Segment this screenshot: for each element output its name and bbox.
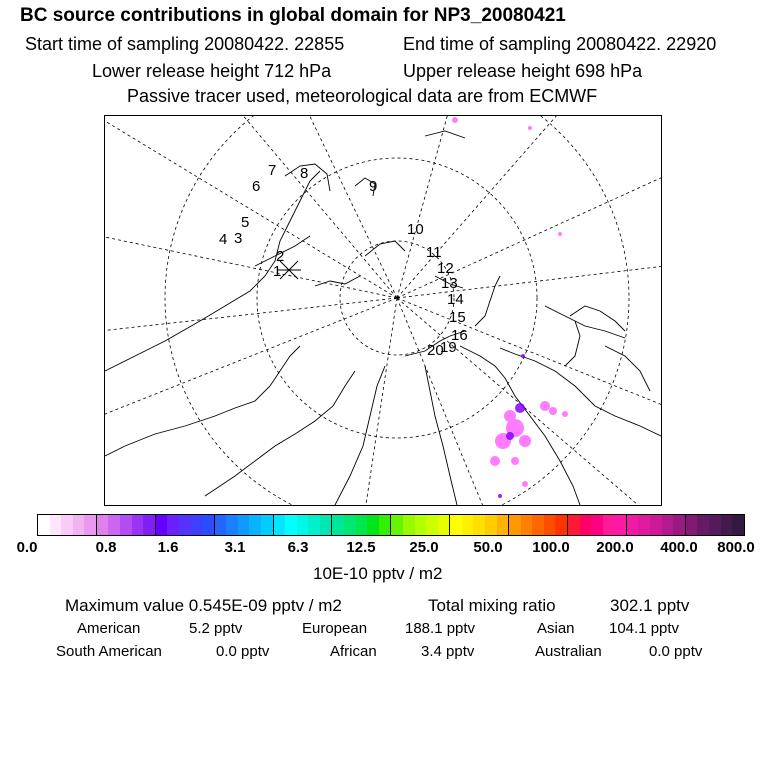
track-label: 9: [369, 178, 378, 195]
color-scale-segment: [179, 515, 191, 535]
region-value: 0.0 pptv: [216, 643, 270, 660]
color-scale-segment: [614, 515, 627, 535]
region-value: 188.1 pptv: [405, 620, 476, 637]
color-scale-segment: [108, 515, 120, 535]
color-scale-segment: [191, 515, 203, 535]
color-scale-segment: [249, 515, 261, 535]
color-scale-segment: [732, 515, 744, 535]
color-scale-segment: [650, 515, 662, 535]
region-value: 5.2 pptv: [189, 620, 243, 637]
region-value: 0.0 pptv: [649, 643, 703, 660]
color-scale-segment: [403, 515, 415, 535]
region-name: European: [302, 620, 368, 637]
track-label: 11: [426, 244, 442, 261]
total-mixing-value: 302.1 pptv: [610, 596, 690, 615]
map-panel: [104, 115, 662, 506]
color-scale-segment: [591, 515, 603, 535]
scale-unit-label: 10E-10 pptv / m2: [313, 564, 443, 583]
color-scale-segment: [297, 515, 309, 535]
color-scale-segment: [61, 515, 73, 535]
track-label: 6: [252, 178, 261, 195]
scale-tick: 12.5: [346, 539, 376, 556]
color-scale-segment: [709, 515, 721, 535]
scale-tick: 6.3: [287, 539, 309, 556]
color-scale-segment: [485, 515, 497, 535]
color-scale-bar: [37, 514, 745, 536]
track-label: 12: [437, 260, 454, 277]
color-scale-segment: [627, 515, 639, 535]
color-scale-segment: [308, 515, 320, 535]
track-label: 1: [273, 263, 282, 280]
region-value: 104.1 pptv: [609, 620, 680, 637]
color-scale-segment: [356, 515, 368, 535]
track-label: 2: [276, 248, 285, 265]
polar-map: [105, 116, 661, 505]
region-name: South American: [56, 643, 162, 660]
tracer-label: Passive tracer used, meteorological data are from ECMWF: [127, 86, 598, 106]
color-scale-segment: [638, 515, 650, 535]
track-label: 19: [440, 339, 457, 356]
color-scale-segment: [120, 515, 132, 535]
color-scale-segment: [544, 515, 556, 535]
scale-tick: 200.0: [596, 539, 634, 556]
color-scale-segment: [555, 515, 568, 535]
region-name: American: [77, 620, 141, 637]
color-scale-segment: [697, 515, 709, 535]
total-mixing-label: Total mixing ratio: [428, 596, 556, 615]
track-label: 4: [219, 231, 228, 248]
max-value-label: Maximum value 0.545E-09 pptv / m2: [65, 596, 342, 615]
color-scale-segment: [367, 515, 379, 535]
color-scale-segment: [156, 515, 168, 535]
track-label: 16: [451, 327, 468, 344]
color-scale-segment: [97, 515, 109, 535]
color-scale-segment: [50, 515, 62, 535]
region-name: African: [330, 643, 377, 660]
scale-tick: 0.8: [95, 539, 117, 556]
track-label: 13: [441, 275, 458, 292]
scale-tick: 100.0: [532, 539, 570, 556]
scale-tick: 25.0: [409, 539, 439, 556]
color-scale-segment: [721, 515, 733, 535]
color-scale-segment: [274, 515, 286, 535]
color-scale-segment: [686, 515, 698, 535]
color-scale-segment: [344, 515, 356, 535]
color-scale-segment: [415, 515, 427, 535]
track-label: 10: [407, 221, 424, 238]
region-name: Asian: [537, 620, 575, 637]
track-label: 5: [241, 214, 250, 231]
color-scale-segment: [73, 515, 85, 535]
scale-tick: 800.0: [717, 539, 755, 556]
color-scale-segment: [238, 515, 250, 535]
color-scale-segment: [580, 515, 592, 535]
color-scale-segment: [285, 515, 297, 535]
color-scale-segment: [473, 515, 485, 535]
color-scale-segment: [532, 515, 544, 535]
track-label: 20: [427, 342, 444, 359]
color-scale-segment: [603, 515, 615, 535]
scale-tick: 3.1: [224, 539, 246, 556]
color-scale-segment: [226, 515, 238, 535]
color-scale-segment: [462, 515, 474, 535]
track-label: 3: [234, 230, 243, 247]
track-label: 8: [300, 165, 309, 182]
map-title: BC source contributions in global domain for NP3_20080421: [20, 5, 566, 26]
color-scale-segment: [167, 515, 179, 535]
color-scale-segment: [332, 515, 344, 535]
track-label: 14: [447, 291, 464, 308]
color-scale-segment: [84, 515, 97, 535]
track-label: 7: [268, 162, 277, 179]
color-scale-segment: [450, 515, 462, 535]
end-time-label: End time of sampling 20080422. 22920: [403, 34, 717, 54]
region-value: 3.4 pptv: [421, 643, 475, 660]
color-scale-segment: [509, 515, 521, 535]
color-scale-segment: [215, 515, 227, 535]
color-scale-segment: [568, 515, 580, 535]
color-scale-segment: [426, 515, 438, 535]
scale-tick: 50.0: [473, 539, 503, 556]
scale-tick: 1.6: [157, 539, 179, 556]
color-scale-segment: [132, 515, 144, 535]
color-scale-segment: [261, 515, 274, 535]
color-scale-segment: [521, 515, 533, 535]
color-scale-segment: [202, 515, 215, 535]
color-scale-segment: [379, 515, 392, 535]
color-scale-segment: [438, 515, 451, 535]
color-scale-segment: [391, 515, 403, 535]
coastlines: [105, 131, 661, 505]
scale-tick: 0.0: [16, 539, 38, 556]
region-name: Australian: [535, 643, 602, 660]
scale-tick: 400.0: [660, 539, 698, 556]
latitude-circle: [165, 116, 629, 505]
upper-height-label: Upper release height 698 hPa: [403, 61, 643, 81]
concentration-field: [452, 117, 568, 487]
color-scale-segment: [673, 515, 686, 535]
color-scale-segment: [38, 515, 50, 535]
color-scale-segment: [497, 515, 510, 535]
lower-height-label: Lower release height 712 hPa: [92, 61, 332, 81]
color-scale-segment: [143, 515, 156, 535]
color-scale-segment: [662, 515, 674, 535]
track-label: 15: [449, 309, 466, 326]
color-scale-segment: [320, 515, 333, 535]
start-time-label: Start time of sampling 20080422. 22855: [25, 34, 345, 54]
